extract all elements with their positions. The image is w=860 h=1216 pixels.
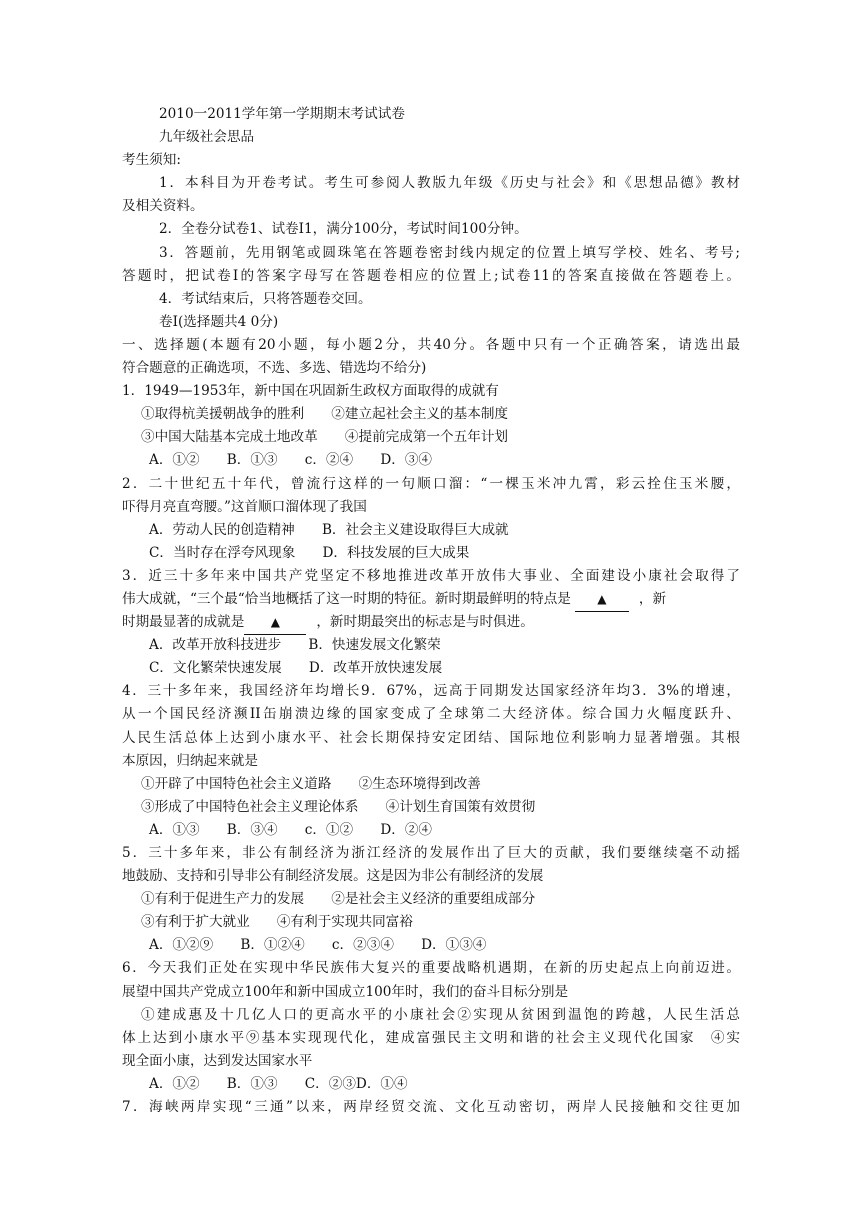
q3-stem-line-3 xyxy=(122,611,740,634)
q2-options-line-1: A．劳动人民的创造精神 B．社会主义建设取得巨大成就 xyxy=(149,521,509,538)
q4-stem-line-1: 4．三十多年来，我国经济年均增长9．67%，远高于同期发达国家经济年均3．3%的增速， xyxy=(122,683,740,700)
q6-options: A．①② B．①③ C．②③D．①④ xyxy=(149,1075,408,1092)
q1-item-line-2: ③中国大陆基本完成土地改革 ④提前完成第一个五年计划 xyxy=(141,429,509,446)
notice-1-line-2: 及相关资料。 xyxy=(122,198,204,215)
q3-blank-2-symbol: ▲ xyxy=(270,615,280,630)
q3-stem-line-3-end: ，新时期最突出的标志是与时俱进。 xyxy=(316,614,534,631)
q2-stem-line-1: 2．二十世纪五十年代，曾流行这样的一句顺口溜：“一棵玉米冲九霄，彩云拴住玉米腰， xyxy=(122,475,740,492)
q4-item-line-2: ③形成了中国特色社会主义理论体系 ④计划生育国策有效贯彻 xyxy=(141,798,536,815)
q3-blank-1-symbol: ▲ xyxy=(597,591,607,606)
notice-3-line-2: 答题时，把试卷I的答案字母写在答题卷相应的位置上;试卷11的答案直接做在答题卷上。 xyxy=(122,267,740,284)
q1-options: A．①② B．①③ c．②④ D．③④ xyxy=(149,452,433,469)
notice-1-line-1: 1．本科目为开卷考试。考生可参阅人教版九年级《历史与社会》和《思想品德》教材 xyxy=(159,175,740,192)
q3-stem-line-2 xyxy=(122,588,740,611)
q5-stem-line-1: 5．三十多年来，非公有制经济为浙江经济的发展作出了巨大的贡献，我们要继续毫不动摇 xyxy=(122,845,740,861)
exam-content xyxy=(122,103,740,1119)
q2-options-line-2: C．当时存在浮夸风现象 D．科技发展的巨大成果 xyxy=(149,544,470,561)
exam-title: 2010一2011学年第一学期期末考试试卷 xyxy=(159,106,405,122)
q3-options-line-1: A．改革开放科技进步 B．快速发展文化繁荣 xyxy=(149,637,441,654)
q3-blank-2 xyxy=(244,611,306,635)
q4-stem-line-4: 本原因，归纳起来就是 xyxy=(122,752,258,769)
q6-item-line-1: ①建成惠及十几亿人口的更高水平的小康社会②实现从贫困到温饱的跨越，人民生活总 xyxy=(141,1006,740,1023)
instructions-line-2: 符合题意的正确选项，不选、多选、错选均不给分) xyxy=(122,360,427,377)
instructions-line-1: 一、选择题(本题有20小题，每小题2分，共40分。各题中只有一个正确答案，请选出最 xyxy=(122,336,740,353)
q6-stem-line-2: 展望中国共产党成立100年和新中国成立100年时，我们的奋斗目标分别是 xyxy=(122,983,569,1000)
exam-subtitle: 九年级社会思品 xyxy=(159,129,255,146)
q1-stem: 1．1949—1953年，新中国在巩固新生政权方面取得的成就有 xyxy=(122,383,499,400)
q5-item-line-2: ③有利于扩大就业 ④有利于实现共同富裕 xyxy=(141,914,413,931)
q3-blank-1 xyxy=(575,588,629,612)
q4-stem-line-2: 从一个国民经济濒II缶崩溃边缘的国家变成了全球第二大经济体。综合国力火幅度跃升、 xyxy=(122,706,740,723)
q4-item-line-1: ①开辟了中国特色社会主义道路 ②生态环境得到改善 xyxy=(141,775,481,792)
q1-item-line-1: ①取得杭美援朝战争的胜利 ②建立起社会主义的基本制度 xyxy=(141,406,509,423)
q3-stem-line-2-end: ，新 xyxy=(638,590,667,607)
q6-stem-line-1: 6．今天我们正处在实现中华民族伟大复兴的重要战略机遇期，在新的历史起点上向前迈进。 xyxy=(122,960,740,977)
q5-options: A．①②⑨ B．①②④ c．②③④ D．①③④ xyxy=(149,937,487,954)
q4-stem-line-3: 人民生活总体上达到小康水平、社会长期保持安定团结、国际地位利影响力显著增强。其根 xyxy=(122,729,740,746)
notice-4: 4．考试结束后，只将答题卷交回。 xyxy=(159,290,372,307)
q3-stem-line-1: 3．近三十多年来中国共产党坚定不移地推进改革开放伟大事业、全面建设小康社会取得了 xyxy=(122,567,740,584)
q3-stem-line-2-text: 伟大成就，“三个最“恰当地概括了这一时期的特征。新时期最鲜明的特点是 xyxy=(122,590,571,607)
q7-stem-line-1: 7．海峡两岸实现“三通”以来，两岸经贸交流、文化互动密切，两岸人民接触和交往更加 xyxy=(122,1099,740,1116)
q4-options: A．①③ B．③④ c．①② D．②④ xyxy=(149,821,433,838)
q6-item-line-2: 体上达到小康水平⑨基本实现现代化，建成富强民主文明和谐的社会主义现代化国家 ④实 xyxy=(122,1029,740,1046)
q2-stem-line-2: 吓得月亮直弯腰。”这首顺口溜体现了我国 xyxy=(122,498,367,515)
section-title: 卷I(选择题共4 0分) xyxy=(159,313,279,330)
notice-3-line-1: 3．答题前，先用钢笔或圆珠笔在答题卷密封线内规定的位置上填写学校、姓名、考号; xyxy=(159,244,740,261)
q5-item-line-1: ①有利于促进生产力的发展 ②是社会主义经济的重要组成部分 xyxy=(141,891,536,908)
q6-item-line-3: 现全面小康，达到发达国家水平 xyxy=(122,1052,313,1069)
notice-heading: 考生须知: xyxy=(122,152,181,169)
notice-2: 2．全卷分试卷1、试卷I1，满分100分，考试时间100分钟。 xyxy=(159,221,528,238)
q3-stem-line-3-text: 时期最显著的成就是 xyxy=(122,614,245,631)
q5-stem-line-2: 地鼓励、支持和引导非公有制经济发展。这是因为非公有制经济的发展 xyxy=(122,868,544,885)
q3-options-line-2: C．文化繁荣快速发展 D．改革开放快速发展 xyxy=(149,660,443,677)
